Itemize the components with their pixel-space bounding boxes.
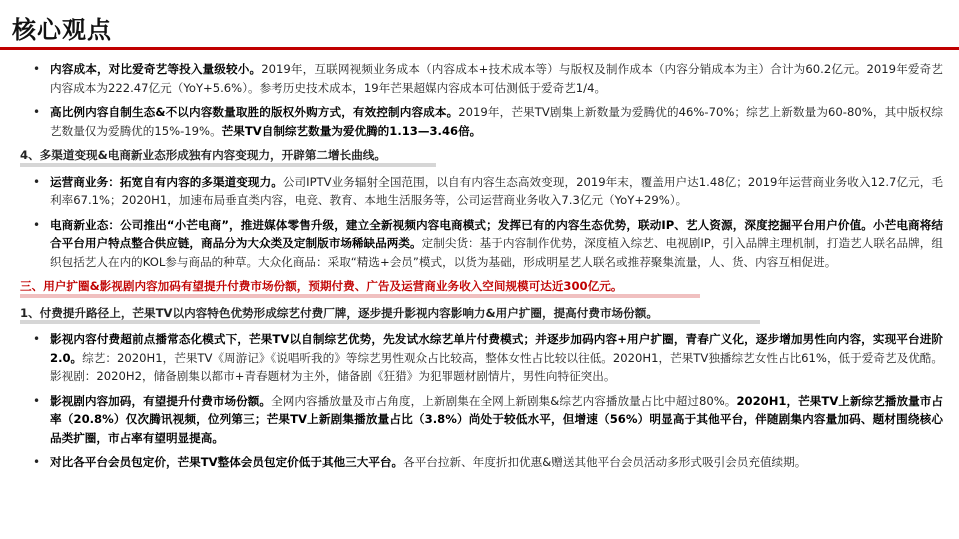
bullet-text: 各平台拉新、年度折扣优惠&赠送其他平台会员活动多形式吸引会员充值续期。 (403, 455, 807, 469)
bullet-bold: 影视内容付费超前点播常态化模式下，芒果TV以自制综艺优势，先发试水综艺单片付费模式；并逐步加码内容+用户扩圈，青春广义化，逐步增加男性向内容，实现平台进阶2.0。 (50, 332, 943, 365)
heading-text: 三、用户扩圈&影视剧内容加码有望提升付费市场份额，预期付费、广告及运营商业务收入空间规模可达近300亿元。 (20, 279, 623, 293)
heading-underline (20, 294, 700, 298)
bullet-paid-content (0, 330, 959, 386)
bullet-text: 公司IPTV业务辐射全国范围，以自有内容生态高效变现，2019年末，覆盖用户达1.48亿；2019年运营商业务收入12.7亿元，毛利率67.1%；2020H1，加速布局垂直类内容，电竞、教育、本地生活服务等，公司运营商业务收入7.3亿元（YoY+29%）。 (50, 174, 943, 207)
bullet-icon: • (33, 174, 41, 189)
bullet-text: 2019年，互联网视频业务成本（内容成本+技术成本等）与版权及制作成本（内容分销成本为主）合计为60.2亿元。2019年爱奇艺内容成本为222.47亿元（YoY+5.6%）。参考历史技术成本，19年芒果超媒内容成本可估测低于爱奇艺1/4。 (50, 62, 943, 95)
bullet-self-produced (0, 103, 959, 140)
heading-text: 4、多渠道变现&电商新业态形成独有内容变现力，开辟第二增长曲线。 (20, 148, 386, 162)
bullet-bold-tail: 芒果TV自制综艺数量为爱优腾的1.13—3.46倍。 (221, 123, 482, 138)
bullet-bold: 运营商业务：拓宽自有内容的多渠道变现力。 (50, 174, 283, 189)
bullet-membership-pricing (0, 453, 959, 472)
content-area (0, 60, 959, 478)
bullet-icon: • (33, 105, 41, 119)
title-divider (0, 47, 959, 50)
bullet-icon: • (33, 62, 41, 76)
bullet-bold: 内容成本，对比爱奇艺等投入量级较小。 (50, 62, 262, 76)
page-title: 核心观点 (12, 16, 112, 44)
heading-underline (20, 163, 436, 167)
bullet-bold: 对比各平台会员包定价，芒果TV整体会员包定价低于其他三大平台。 (50, 455, 404, 469)
bullet-bold: 高比例内容自制生态&不以内容数量取胜的版权外购方式，有效控制内容成本。 (50, 105, 459, 119)
section-heading-3 (0, 277, 959, 296)
bullet-text: 2019年，芒果TV剧集上新数量为爱腾优的46%-70%；综艺上新数量为60-80%，其中版权综艺数量仅为爱腾优的15%-19%。 (50, 105, 943, 138)
bullet-text: 定制尖货：基于内容制作优势，深度植入综艺、电视剧IP，引入品牌主理机制，打造艺人联名品牌，组织包括艺人在内的KOL参与商品的种草。大众化商品：采取“精选+会员”模式，以货为基础，形成明星艺人联名或推荐聚集流量，人、货、内容互相促进。 (50, 236, 943, 269)
bullet-bold: 影视剧内容加码，有望提升付费市场份额。 (50, 393, 272, 408)
bullet-icon: • (33, 455, 41, 469)
bullet-text: 综艺：2020H1，芒果TV《周游记》《说唱听我的》等综艺男性观众占比较高，整体女性占比较以往低。2020H1，芒果TV独播综艺女性占比61%，低于爱奇艺及优酷。影视剧：2020H2，储备剧集以都市+青春题材为主外，储备剧《狂猎》为犯罪题材剧情片，男性向特征突出。 (50, 350, 944, 383)
bullet-content-cost (0, 60, 959, 97)
bullet-icon: • (33, 332, 41, 346)
heading-text: 1、付费提升路径上，芒果TV以内容特色优势形成综艺付费厂牌，逐步提升影视内容影响力&用户扩圈，提高付费市场份额。 (20, 305, 658, 320)
bullet-drama-content (0, 392, 959, 448)
bullet-icon: • (33, 217, 41, 232)
section-heading-4 (0, 146, 959, 165)
heading-underline (20, 320, 760, 324)
bullet-operator-business (0, 173, 959, 210)
bullet-bold-tail: 2020H1，芒果TV上新综艺播放量市占率（20.8%）仅次腾讯视频，位列第三；芒果TV上新剧集播放量占比（3.8%）尚处于较低水平，但增速（56%）明显高于其他平台，伴随剧集内容量加码、题材围绕核心品类扩圈，市占率有望明显提高。 (50, 393, 944, 445)
section-heading-1 (0, 304, 959, 323)
bullet-ecommerce (0, 216, 959, 272)
bullet-text: 全网内容播放量及市占角度，上新剧集在全网上新剧集&综艺内容播放量占比中超过80%。 (271, 393, 737, 408)
bullet-icon: • (33, 393, 41, 408)
bullet-bold: 电商新业态：公司推出“小芒电商”，推进媒体零售升级，建立全新视频内容电商模式；发挥已有的内容生态优势，联动IP、艺人资源，深度挖掘平台用户价值。小芒电商将结合平台用户特点整合供应链，商品分为大众类及定制版市场稀缺品两类。 (50, 217, 943, 250)
